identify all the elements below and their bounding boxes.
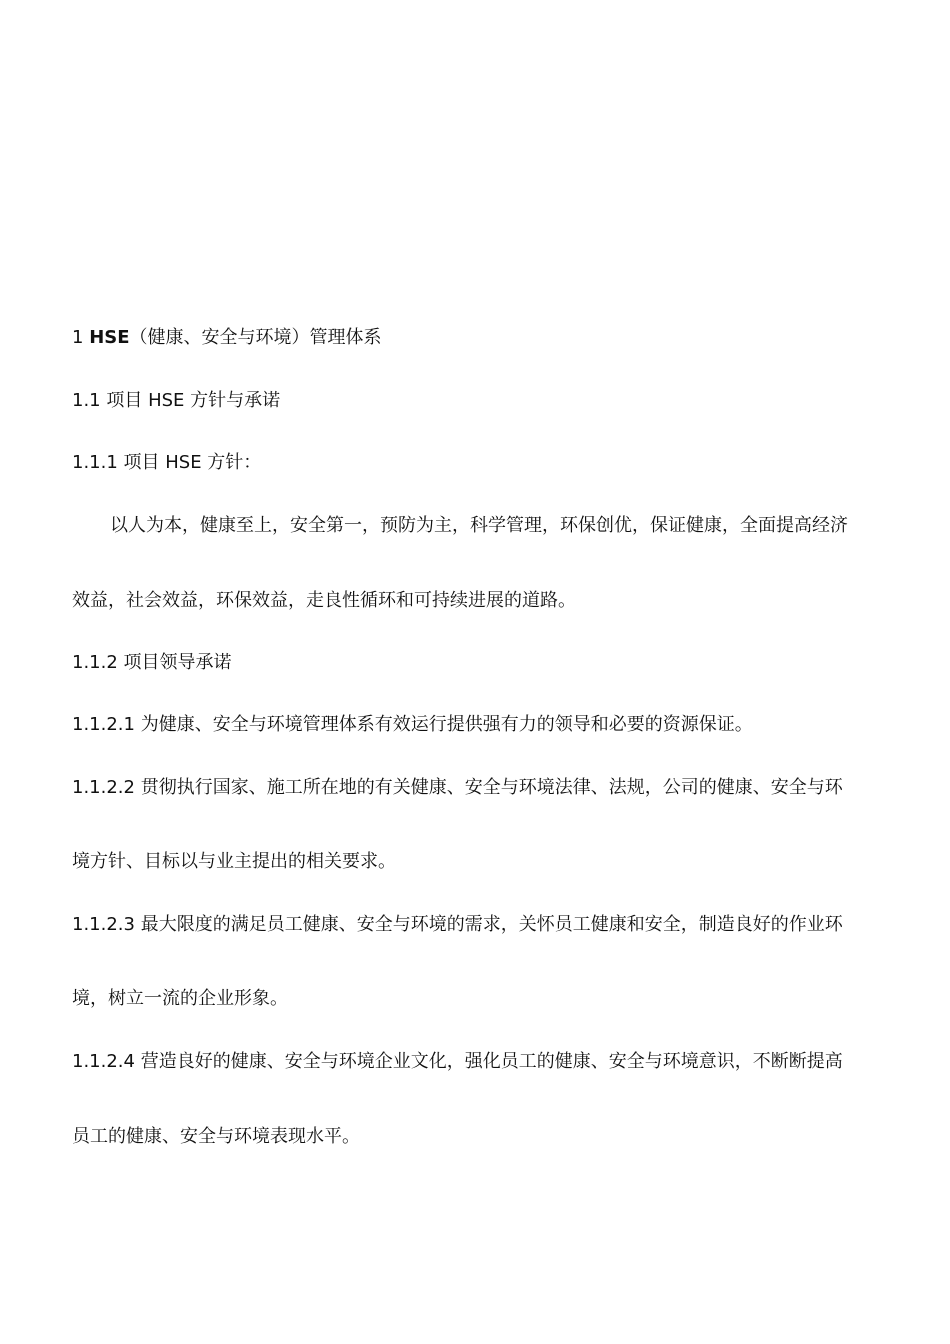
heading-1-1-1: 1.1.1 项目 HSE 方针： [72, 452, 262, 473]
commitment-4-line-1: 1.1.2.4 营造良好的健康、安全与环境企业文化，强化员工的健康、安全与环境意识，不断断提高 [72, 1051, 843, 1072]
heading-1-title: （健康、安全与环境）管理体系 [129, 327, 382, 348]
commitment-2-line-1: 1.1.2.2 贯彻执行国家、施工所在地的有关健康、安全与环境法律、法规，公司的健康、安全与环 [72, 777, 843, 798]
policy-paragraph-line-2: 效益，社会效益，环保效益，走良性循环和可持续进展的道路。 [72, 590, 576, 611]
heading-1 [72, 326, 382, 350]
commitment-3-line-2: 境，树立一流的企业形象。 [72, 988, 288, 1009]
commitment-2-line-2: 境方针、目标以与业主提出的相关要求。 [72, 851, 396, 872]
commitment-4-line-2: 员工的健康、安全与环境表现水平。 [72, 1126, 360, 1147]
policy-paragraph-line-1: 以人为本，健康至上，安全第一，预防为主，科学管理，环保创优，保证健康，全面提高经济 [110, 515, 848, 536]
heading-1-1: 1.1 项目 HSE 方针与承诺 [72, 390, 281, 411]
commitment-3-line-1: 1.1.2.3 最大限度的满足员工健康、安全与环境的需求，关怀员工健康和安全，制造良好的作业环 [72, 914, 843, 935]
heading-1-1-2: 1.1.2 项目领导承诺 [72, 652, 232, 673]
heading-1-number: 1 [72, 327, 84, 348]
heading-1-hse: HSE [89, 327, 130, 348]
commitment-1: 1.1.2.1 为健康、安全与环境管理体系有效运行提供强有力的领导和必要的资源保证。 [72, 714, 753, 735]
